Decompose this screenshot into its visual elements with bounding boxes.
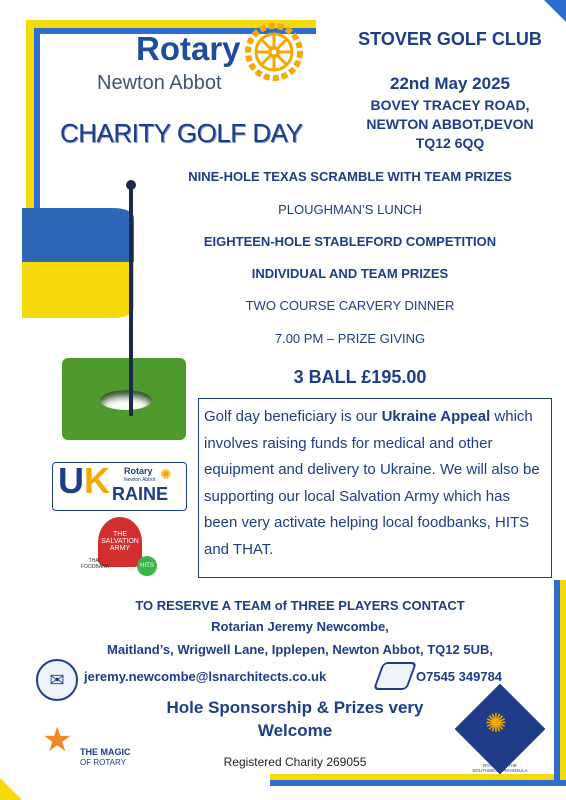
programme-item-dinner: TWO COURSE CARVERY DINNER [245, 298, 455, 313]
beneficiary-intro: Golf day beneficiary is our [204, 408, 382, 425]
contact-email[interactable]: jeremy.newcombe@lsnarchitects.co.uk [84, 669, 327, 684]
phone-icon [373, 662, 417, 690]
venue-name: STOVER GOLF CLUB [358, 29, 542, 49]
golf-hole [100, 390, 152, 410]
frame-blue-left [34, 28, 40, 210]
contact-address: Maitland’s, Wrigwell Lane, Ipplepen, Newton Abbot, TQ12 5UB, [107, 642, 493, 657]
ukraine-logo-rotary: Rotary [124, 466, 153, 476]
beneficiary-text [204, 404, 544, 563]
email-icon: ✉ [36, 659, 78, 701]
flag-pole [129, 186, 133, 416]
price: 3 BALL £195.00 [293, 367, 427, 387]
address-line1: BOVEY TRACEY ROAD, [370, 97, 530, 113]
sponsorship-note: Hole Sponsorship & Prizes very Welcome [166, 698, 424, 740]
venue-address [350, 96, 550, 153]
ukraine-logo-raine: RAINE [112, 484, 169, 504]
rotary-wheel-icon: ✺ [485, 708, 507, 738]
event-title: CHARITY GOLF DAY [60, 118, 303, 148]
district-text: ROTARY IN THE SOUTHWEST PENINSULA [472, 763, 528, 773]
rotary-wheel-icon [244, 22, 304, 82]
that-foodbank-logo: THAT FOODBANK [80, 558, 110, 570]
contact-phone[interactable]: O7545 349784 [416, 669, 503, 684]
corner-yellow [0, 778, 22, 800]
programme-item-prizes: INDIVIDUAL AND TEAM PRIZES [251, 266, 449, 281]
club-name: Newton Abbot [97, 72, 222, 94]
corner-blue [544, 0, 566, 22]
beneficiary-highlight: Ukraine Appeal [381, 408, 491, 425]
flag-pole-tip [126, 180, 136, 190]
frame-yellow-left [26, 20, 34, 210]
ukraine-logo-u: U [58, 460, 84, 501]
frame-blue-right [554, 580, 560, 780]
programme-item-prize-giving: 7.00 PM – PRIZE GIVING [274, 331, 426, 346]
magic-of-rotary-line2: OF ROTARY [80, 758, 126, 767]
salvation-army-text: THE SALVATION ARMY [101, 531, 139, 552]
address-postcode: TQ12 6QQ [415, 135, 485, 151]
rotary-wheel-icon: ✺ [160, 466, 172, 482]
ukraine-flag-yellow [22, 262, 134, 318]
hits-logo: HITS [137, 556, 157, 576]
rotary-logo-text: Rotary [136, 30, 241, 67]
ukraine-flag-blue [22, 208, 134, 264]
contact-person: Rotarian Jeremy Newcombe, [211, 619, 389, 634]
frame-blue-bottom [270, 780, 566, 786]
programme-item-lunch: PLOUGHMAN’S LUNCH [278, 202, 422, 217]
star-icon: ★ [42, 721, 73, 759]
ukraine-logo-club: Newton Abbot [124, 477, 156, 483]
ukraine-logo-k: K [84, 460, 110, 501]
programme-item-texas-scramble: NINE-HOLE TEXAS SCRAMBLE WITH TEAM PRIZES [188, 169, 512, 184]
programme-item-stableford: EIGHTEEN-HOLE STABLEFORD COMPETITION [203, 234, 497, 249]
registered-charity: Registered Charity 269055 [223, 755, 367, 769]
address-line2: NEWTON ABBOT,DEVON [366, 116, 534, 132]
reserve-heading: TO RESERVE A TEAM of THREE PLAYERS CONTACT [135, 598, 465, 613]
frame-yellow-right [560, 580, 566, 780]
magic-of-rotary-line1: THE MAGIC [80, 747, 131, 757]
beneficiary-rest: which involves raising funds for medical and other equipment and delivery to Ukraine. We will also be supporting our local Salvation Army which has been very activate helping local foodbanks, HITS and THAT. [204, 408, 540, 558]
event-date: 22nd May 2025 [389, 74, 510, 93]
